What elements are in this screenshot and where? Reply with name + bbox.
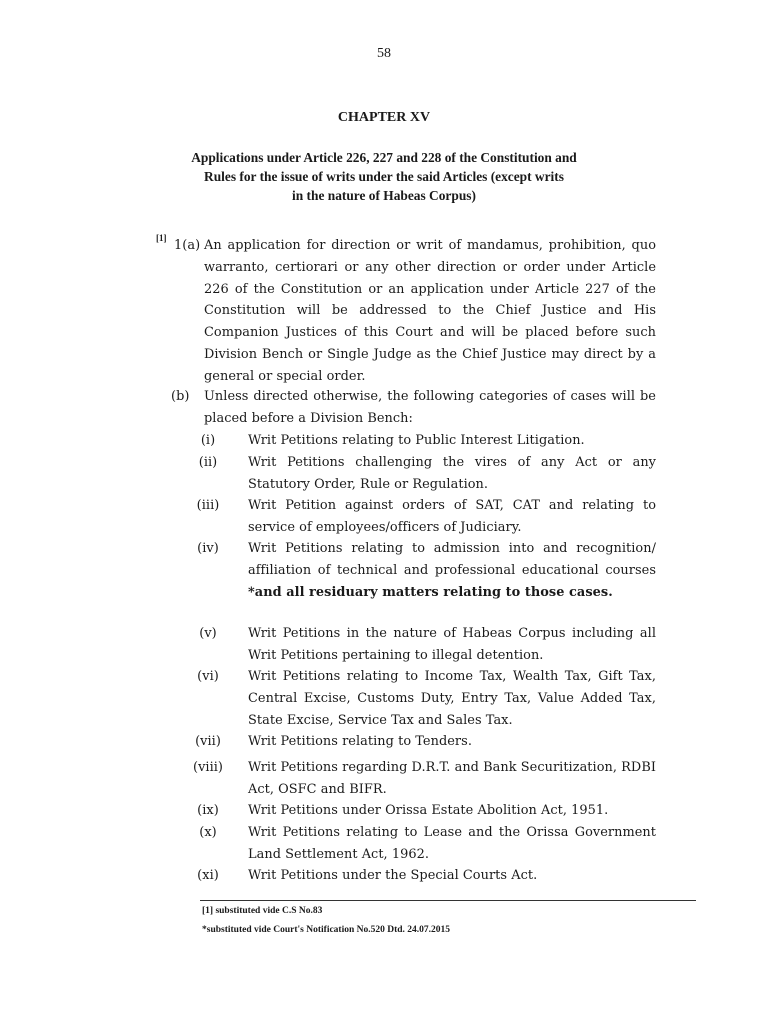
list-item: Writ Petition against orders of SAT, CAT and relating to service of employees/officers of Judiciary. — [248, 498, 656, 535]
list-item: Writ Petitions relating to Lease and the Orissa Government Land Settlement Act, 1962. — [248, 825, 656, 862]
item-number: (vii) — [195, 734, 221, 749]
heading-line-3: in the nature of Habeas Corpus) — [292, 188, 476, 203]
list-item: Writ Petitions relating to Public Interest Litigation. — [248, 433, 585, 448]
item-number: (xi) — [197, 868, 219, 883]
rule-1a-text: An application for direction or writ of mandamus, prohibition, quo warranto, certiorari or any other direction or order under Article 226 of the Constitution or an application under Article 227 of the Constitution will be addressed to the Chief Justice and His Companion Justices of this Court and will be placed before such Division Bench or Single Judge as the Chief Justice may direct by a general or special order. — [204, 238, 656, 384]
footnote-divider — [200, 900, 696, 901]
item-number: (iii) — [196, 498, 220, 513]
section-heading — [150, 148, 618, 205]
heading-line-2: Rules for the issue of writs under the said Articles (except writs — [204, 169, 564, 184]
item-number: (i) — [200, 433, 216, 448]
list-item: Writ Petitions challenging the vires of any Act or any Statutory Order, Rule or Regulation. — [248, 455, 656, 492]
item-number: (x) — [199, 825, 217, 840]
item-number: (ix) — [197, 803, 219, 818]
page-number: 58 — [377, 46, 391, 61]
footnote-2: *substituted vide Court's Notification No.520 Dtd. 24.07.2015 — [202, 925, 451, 935]
list-item: Writ Petitions regarding D.R.T. and Bank Securitization, RDBI Act, OSFC and BIFR. — [248, 760, 656, 797]
rule-b-text: Unless directed otherwise, the following categories of cases will be placed before a Division Bench: — [204, 389, 656, 426]
list-item: Writ Petitions relating to Income Tax, Wealth Tax, Gift Tax, Central Excise, Customs Duty, Entry Tax, Value Added Tax, State Excise, Service Tax and Sales Tax. — [248, 669, 656, 728]
rule-b-label: (b) — [171, 389, 190, 404]
item-number: (vi) — [197, 669, 219, 684]
list-item: Writ Petitions under the Special Courts Act. — [248, 868, 538, 883]
list-item: Writ Petitions relating to Tenders. — [248, 734, 472, 749]
list-item: Writ Petitions in the nature of Habeas Corpus including all Writ Petitions pertaining to illegal detention. — [248, 626, 656, 663]
chapter-title: CHAPTER XV — [337, 110, 431, 125]
list-item — [248, 538, 656, 603]
footnote-marker: [1] — [156, 233, 167, 243]
list-item: Writ Petitions under Orissa Estate Abolition Act, 1951. — [248, 803, 609, 818]
item-number: (ii) — [198, 455, 218, 470]
item-number: (viii) — [192, 760, 223, 775]
item-number: (iv) — [197, 541, 219, 556]
item-number: (v) — [199, 626, 217, 641]
item-bold-text: *and all residuary matters relating to those cases. — [248, 584, 613, 600]
heading-line-1: Applications under Article 226, 227 and 228 of the Constitution and — [191, 150, 577, 165]
footnote-1: [1] substituted vide C.S No.83 — [202, 906, 323, 916]
item-text: Writ Petitions relating to admission into and recognition/ affiliation of technical and professional educational courses — [248, 541, 656, 578]
rule-number: 1(a) — [174, 238, 201, 253]
